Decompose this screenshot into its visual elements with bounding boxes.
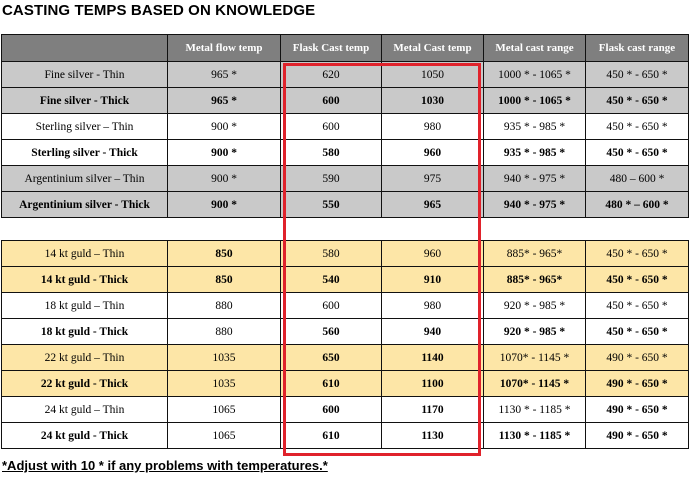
cell-metal-cast-temp: 940 xyxy=(382,319,484,345)
cell-metal-flow-temp: 900 * xyxy=(168,140,281,166)
cell-flask-cast-range: 480 * – 600 * xyxy=(586,192,689,218)
table-row xyxy=(2,140,689,166)
cell-material: 18 kt guld – Thin xyxy=(2,293,168,319)
cell-metal-flow-temp: 900 * xyxy=(168,192,281,218)
cell-metal-cast-temp: 1140 xyxy=(382,345,484,371)
cell-metal-cast-range: 1000 * - 1065 * xyxy=(484,88,586,114)
cell-flask-cast-range: 450 * - 650 * xyxy=(586,88,689,114)
table-row xyxy=(2,267,689,293)
cell-material: 14 kt guld - Thick xyxy=(2,267,168,293)
cell-metal-cast-temp: 1050 xyxy=(382,62,484,88)
header-row xyxy=(2,35,689,62)
cell-flask-cast-temp: 610 xyxy=(281,423,382,449)
cell-flask-cast-range: 450 * - 650 * xyxy=(586,140,689,166)
cell-metal-cast-range: 1130 * - 1185 * xyxy=(484,423,586,449)
table-row xyxy=(2,114,689,140)
header-cell-metal-cast-range: Metal cast range xyxy=(484,35,586,62)
cell-material: 18 kt guld - Thick xyxy=(2,319,168,345)
cell-metal-flow-temp xyxy=(168,218,281,241)
cell-metal-cast-temp: 910 xyxy=(382,267,484,293)
cell-flask-cast-temp: 580 xyxy=(281,241,382,267)
cell-metal-cast-temp: 960 xyxy=(382,241,484,267)
table-row xyxy=(2,166,689,192)
cell-metal-cast-range: 1070* - 1145 * xyxy=(484,371,586,397)
cell-metal-cast-temp: 1100 xyxy=(382,371,484,397)
cell-metal-flow-temp: 965 * xyxy=(168,88,281,114)
cell-metal-cast-range: 1070* - 1145 * xyxy=(484,345,586,371)
cell-flask-cast-temp: 600 xyxy=(281,397,382,423)
cell-metal-cast-temp: 980 xyxy=(382,293,484,319)
cell-flask-cast-temp: 560 xyxy=(281,319,382,345)
cell-material: 14 kt guld – Thin xyxy=(2,241,168,267)
cell-material: Argentinium silver - Thick xyxy=(2,192,168,218)
table-row xyxy=(2,293,689,319)
cell-flask-cast-temp: 600 xyxy=(281,293,382,319)
cell-metal-cast-range: 1130 * - 1185 * xyxy=(484,397,586,423)
casting-temps-table xyxy=(1,34,689,449)
cell-metal-flow-temp: 880 xyxy=(168,293,281,319)
page-title: CASTING TEMPS BASED ON KNOWLEDGE xyxy=(2,2,316,19)
header-cell-material xyxy=(2,35,168,62)
spacer-row xyxy=(2,218,689,241)
header-cell-flask-cast-range: Flask cast range xyxy=(586,35,689,62)
cell-flask-cast-temp: 590 xyxy=(281,166,382,192)
cell-material: 24 kt guld – Thin xyxy=(2,397,168,423)
cell-metal-flow-temp: 900 * xyxy=(168,114,281,140)
table-row xyxy=(2,371,689,397)
cell-flask-cast-range: 480 – 600 * xyxy=(586,166,689,192)
cell-material: Fine silver - Thick xyxy=(2,88,168,114)
cell-metal-flow-temp: 965 * xyxy=(168,62,281,88)
cell-material: Sterling silver - Thick xyxy=(2,140,168,166)
cell-flask-cast-range: 450 * - 650 * xyxy=(586,267,689,293)
table-row xyxy=(2,319,689,345)
table-body xyxy=(2,62,689,449)
cell-metal-cast-temp: 965 xyxy=(382,192,484,218)
cell-metal-cast-temp: 975 xyxy=(382,166,484,192)
adjustment-note: *Adjust with 10 * if any problems with temperatures.* xyxy=(2,458,328,473)
table-row xyxy=(2,397,689,423)
cell-flask-cast-range xyxy=(586,218,689,241)
cell-flask-cast-range: 450 * - 650 * xyxy=(586,62,689,88)
cell-metal-cast-temp xyxy=(382,218,484,241)
header-cell-flask-cast-temp: Flask Cast temp xyxy=(281,35,382,62)
cell-flask-cast-range: 490 * - 650 * xyxy=(586,345,689,371)
cell-metal-cast-range: 885* - 965* xyxy=(484,241,586,267)
cell-material: Argentinium silver – Thin xyxy=(2,166,168,192)
cell-flask-cast-temp: 550 xyxy=(281,192,382,218)
header-cell-metal-cast-temp: Metal Cast temp xyxy=(382,35,484,62)
cell-flask-cast-range: 450 * - 650 * xyxy=(586,241,689,267)
cell-flask-cast-temp: 650 xyxy=(281,345,382,371)
cell-material: 24 kt guld - Thick xyxy=(2,423,168,449)
cell-flask-cast-range: 450 * - 650 * xyxy=(586,319,689,345)
cell-flask-cast-temp: 610 xyxy=(281,371,382,397)
table-row xyxy=(2,88,689,114)
cell-material: Fine silver - Thin xyxy=(2,62,168,88)
cell-flask-cast-range: 450 * - 650 * xyxy=(586,293,689,319)
cell-flask-cast-range: 490 * - 650 * xyxy=(586,423,689,449)
cell-flask-cast-range: 490 * - 650 * xyxy=(586,371,689,397)
cell-metal-cast-range: 940 * - 975 * xyxy=(484,166,586,192)
cell-material: 22 kt guld – Thin xyxy=(2,345,168,371)
cell-metal-cast-range xyxy=(484,218,586,241)
table-row xyxy=(2,62,689,88)
cell-metal-cast-temp: 960 xyxy=(382,140,484,166)
cell-metal-cast-temp: 1130 xyxy=(382,423,484,449)
cell-metal-cast-range: 920 * - 985 * xyxy=(484,319,586,345)
table-row xyxy=(2,345,689,371)
cell-material xyxy=(2,218,168,241)
cell-metal-cast-range: 885* - 965* xyxy=(484,267,586,293)
cell-flask-cast-temp: 620 xyxy=(281,62,382,88)
cell-metal-flow-temp: 1035 xyxy=(168,345,281,371)
table-row xyxy=(2,192,689,218)
cell-metal-flow-temp: 1065 xyxy=(168,397,281,423)
cell-metal-flow-temp: 850 xyxy=(168,267,281,293)
cell-metal-flow-temp: 1065 xyxy=(168,423,281,449)
cell-metal-cast-range: 935 * - 985 * xyxy=(484,114,586,140)
cell-metal-cast-range: 940 * - 975 * xyxy=(484,192,586,218)
cell-metal-cast-temp: 1170 xyxy=(382,397,484,423)
table-row xyxy=(2,423,689,449)
cell-metal-cast-range: 935 * - 985 * xyxy=(484,140,586,166)
cell-metal-flow-temp: 850 xyxy=(168,241,281,267)
cell-material: Sterling silver – Thin xyxy=(2,114,168,140)
cell-metal-cast-range: 1000 * - 1065 * xyxy=(484,62,586,88)
cell-metal-flow-temp: 1035 xyxy=(168,371,281,397)
cell-flask-cast-range: 490 * - 650 * xyxy=(586,397,689,423)
cell-flask-cast-range: 450 * - 650 * xyxy=(586,114,689,140)
cell-flask-cast-temp: 600 xyxy=(281,88,382,114)
cell-flask-cast-temp xyxy=(281,218,382,241)
cell-material: 22 kt guld - Thick xyxy=(2,371,168,397)
cell-flask-cast-temp: 600 xyxy=(281,114,382,140)
cell-metal-cast-temp: 980 xyxy=(382,114,484,140)
header-cell-metal-flow-temp: Metal flow temp xyxy=(168,35,281,62)
cell-flask-cast-temp: 540 xyxy=(281,267,382,293)
cell-flask-cast-temp: 580 xyxy=(281,140,382,166)
table-row xyxy=(2,241,689,267)
cell-metal-cast-temp: 1030 xyxy=(382,88,484,114)
cell-metal-cast-range: 920 * - 985 * xyxy=(484,293,586,319)
cell-metal-flow-temp: 900 * xyxy=(168,166,281,192)
cell-metal-flow-temp: 880 xyxy=(168,319,281,345)
